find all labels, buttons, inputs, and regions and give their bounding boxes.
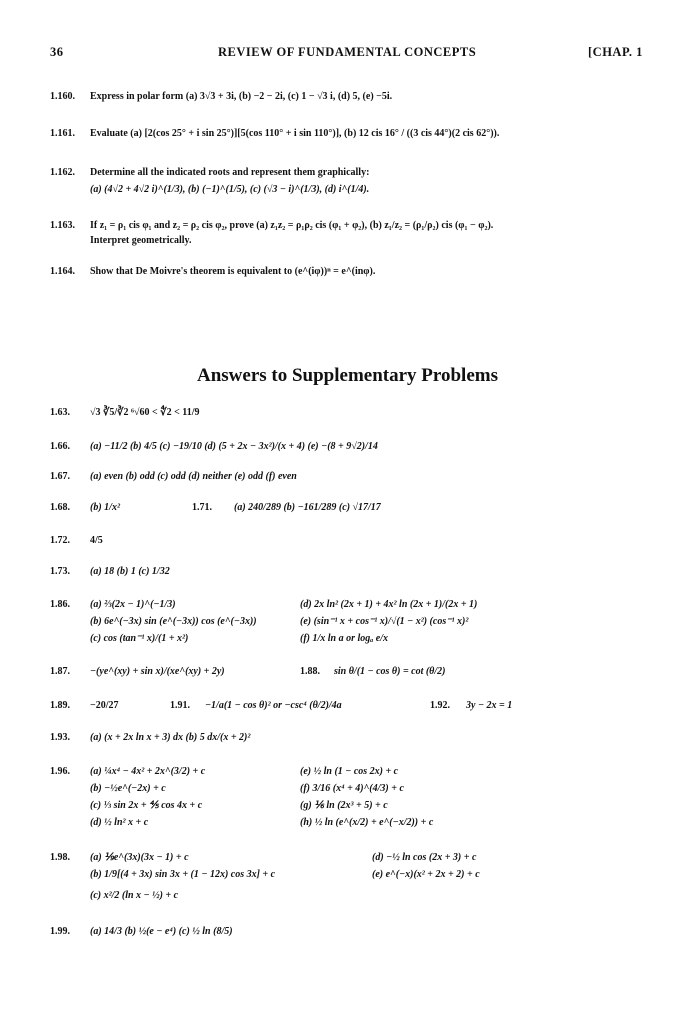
answer-text: (d) 2x ln² (2x + 1) + 4x² ln (2x + 1)/(2x + 1)	[300, 599, 478, 610]
answer-text: (a) (x + 2x ln x + 3) dx (b) 5 dx/(x + 2)²	[90, 732, 251, 743]
answer-number: 1.73.	[50, 566, 70, 577]
answer-text: (a) 14/3 (b) ½(e − e⁴) (c) ½ ln (8/5)	[90, 926, 233, 937]
answer-text: (d) −½ ln cos (2x + 3) + c	[372, 852, 477, 863]
answer-text: (c) ⅓ sin 2x + ⅘ cos 4x + c	[90, 800, 203, 811]
problem-text: Show that De Moivre's theorem is equivalent to (e^(iφ))ⁿ = e^(inφ).	[90, 266, 376, 277]
answer-number: 1.93.	[50, 732, 70, 743]
problem-number: 1.162.	[50, 167, 75, 178]
answer-number: 1.66.	[50, 441, 70, 452]
answer-text: (e) (sin⁻¹ x + cos⁻¹ x)/√(1 − x²) (cos⁻¹ x)²	[300, 616, 469, 627]
problem-number: 1.164.	[50, 266, 75, 277]
answer-text: (b) 6e^(−3x) sin (e^(−3x)) cos (e^(−3x))	[90, 616, 257, 627]
answer-number: 1.71.	[192, 502, 212, 513]
chapter-label: [CHAP. 1	[588, 45, 643, 59]
answer-text: 4/5	[90, 535, 103, 546]
answer-number: 1.67.	[50, 471, 70, 482]
answer-number: 1.63.	[50, 407, 70, 418]
answer-number: 1.92.	[430, 700, 450, 711]
answer-number: 1.89.	[50, 700, 70, 711]
answer-text: (c) x²/2 (ln x − ½) + c	[90, 890, 179, 901]
answer-text: −1/a(1 − cos θ)² or −csc⁴ (θ/2)/4a	[205, 700, 342, 711]
problem-text: If z₁ = ρ₁ cis φ₁ and z₂ = ρ₂ cis φ₂, prove (a) z₁z₂ = ρ₁ρ₂ cis (φ₁ + φ₂), (b) z₁/z₂ = (ρ₁/ρ₂) cis (φ₁ − φ₂).	[90, 220, 494, 231]
answer-text: (e) ½ ln (1 − cos 2x) + c	[300, 766, 399, 777]
problem-number: 1.163.	[50, 220, 75, 231]
answer-text: (b) 1/x²	[90, 502, 120, 513]
answer-number: 1.98.	[50, 852, 70, 863]
problem-text: Determine all the indicated roots and represent them graphically:	[90, 167, 370, 178]
answer-text: sin θ/(1 − cos θ) = cot (θ/2)	[334, 666, 446, 677]
problem-text: (a) (4√2 + 4√2 i)^(1/3), (b) (−1)^(1/5), (c) (√3 − i)^(1/3), (d) i^(1/4).	[90, 184, 370, 195]
page-number: 36	[50, 45, 64, 59]
answer-number: 1.88.	[300, 666, 320, 677]
answer-text: (a) 240/289 (b) −161/289 (c) √17/17	[234, 502, 381, 513]
answer-text: (d) ½ ln² x + c	[90, 817, 149, 828]
answer-number: 1.72.	[50, 535, 70, 546]
answer-text: (a) −11/2 (b) 4/5 (c) −19/10 (d) (5 + 2x − 3x²)/(x + 4) (e) −(8 + 9√2)/14	[90, 441, 378, 452]
answer-text: 3y − 2x = 1	[466, 700, 513, 711]
answer-text: (b) 1/9[(4 + 3x) sin 3x + (1 − 12x) cos 3x] + c	[90, 869, 276, 880]
answer-text: (f) 1/x ln a or logₐ e/x	[300, 633, 388, 644]
answer-text: (a) even (b) odd (c) odd (d) neither (e) odd (f) even	[90, 471, 297, 482]
answers-heading: Answers to Supplementary Problems	[196, 365, 498, 386]
answer-number: 1.99.	[50, 926, 70, 937]
running-title: REVIEW OF FUNDAMENTAL CONCEPTS	[218, 45, 477, 59]
answer-number: 1.96.	[50, 766, 70, 777]
problem-number: 1.160.	[50, 91, 75, 102]
problem-text: Interpret geometrically.	[90, 235, 192, 246]
answer-text: (e) e^(−x)(x² + 2x + 2) + c	[372, 869, 480, 880]
answer-text: (h) ½ ln (e^(x/2) + e^(−x/2)) + c	[300, 817, 434, 828]
answer-number: 1.68.	[50, 502, 70, 513]
answer-text: (b) −½e^(−2x) + c	[90, 783, 166, 794]
answer-text: −20/27	[90, 700, 119, 711]
answer-number: 1.87.	[50, 666, 70, 677]
answer-text: −(ye^(xy) + sin x)/(xe^(xy) + 2y)	[90, 666, 225, 677]
answer-text: (a) ¼x⁴ − 4x² + 2x^(3/2) + c	[90, 766, 206, 777]
problem-text: Evaluate (a) [2(cos 25° + i sin 25°)][5(cos 110° + i sin 110°)], (b) 12 cis 16° / ((3 cis 44°)(2 cis 62°)).	[90, 128, 500, 139]
answer-text: (f) 3/16 (x⁴ + 4)^(4/3) + c	[300, 783, 404, 794]
problem-number: 1.161.	[50, 128, 75, 139]
answer-text: (a) ⅑e^(3x)(3x − 1) + c	[90, 852, 189, 863]
answer-text: (c) cos (tan⁻¹ x)/(1 + x²)	[90, 633, 189, 644]
answer-text: √3 ∛5/∛2 ⁶√60 < ∜2 < 11/9	[90, 407, 200, 418]
problem-text: Express in polar form (a) 3√3 + 3i, (b) −2 − 2i, (c) 1 − √3 i, (d) 5, (e) −5i.	[90, 91, 393, 102]
answer-number: 1.91.	[170, 700, 190, 711]
answer-text: (a) 18 (b) 1 (c) 1/32	[90, 566, 170, 577]
answer-text: (g) ⅙ ln (2x³ + 5) + c	[300, 800, 388, 811]
answer-text: (a) ⅔(2x − 1)^(−1/3)	[90, 599, 176, 610]
answer-number: 1.86.	[50, 599, 70, 610]
